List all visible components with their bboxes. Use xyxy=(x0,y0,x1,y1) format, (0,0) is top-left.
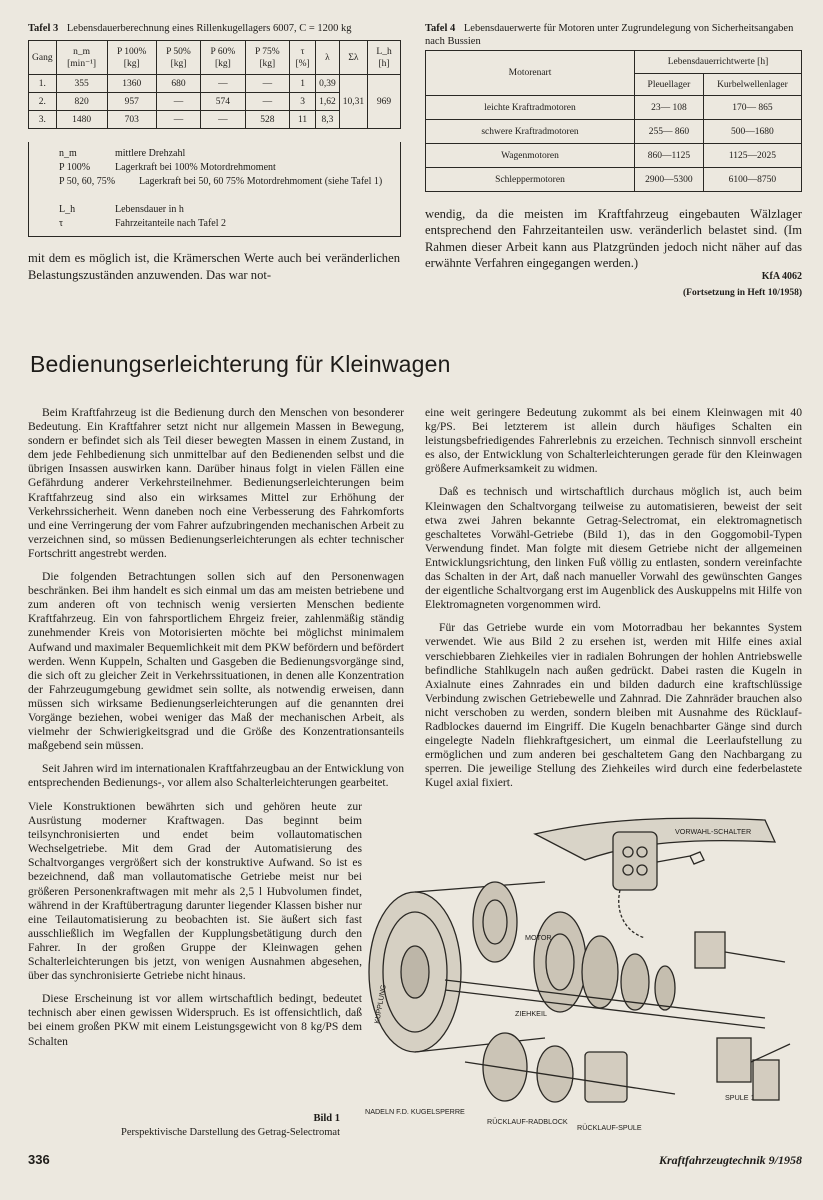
tafel3-header: Σλ xyxy=(339,41,367,75)
tafel3-header: P 50% [kg] xyxy=(156,41,200,75)
left-column xyxy=(28,406,404,790)
tafel3-caption-text: Lebensdauerberechnung eines Rillenkugellagers 6007, C = 1200 kg xyxy=(66,23,352,34)
tafel4-header-group: Lebensdauerrichtwerte [h] xyxy=(635,51,802,74)
legend-symbol: n_m xyxy=(59,148,77,159)
tafel4-table xyxy=(425,50,802,192)
tafel4-header-motor: Motorenart xyxy=(426,51,635,96)
table-row xyxy=(426,120,802,144)
paragraph: Die folgenden Betrachtungen sollen sich auf den Personenwagen beschränken. Bei ihm handelt es sich einmal um das am meisten betriebene und zum anderen oft von technisch wenig versierten Menschen bediente Kraftfahrzeug. Ein von fahrsportlichem Ehrgeiz freier, zahlenmäßig ständig zunehmender Kreis von Motorisierten möchte bei möglichst minimalem Aufwand und maximaler Bequemlichkeit mit dem PKW befördern und befördert werden. Wenn Kuppeln, Schalten und Gasgeben die Bedienungsvorgänge sind, die sich oft zu gleicher Zeit in Verkehrssituationen, in denen alle Konzentration der Fahrzeugumgebung gewidmet sein sollte, als notwendig erweisen, dann müssen sich wirksame Bedienungserleichterungen auf die genannten drei Vorgänge beziehen, wobei weniger das Maß der mechanischen Arbeit, als vielmehr der Schwierigkeitsgrad und die Größe des Konzentrationsanteils maßgebend sein müssen. xyxy=(28,570,404,753)
label-nadeln: NADELN F.D. KUGELSPERRE xyxy=(365,1107,465,1116)
tafel4-header-pleuel: Pleuellager xyxy=(635,74,704,96)
table-cell: 574 xyxy=(201,93,245,111)
table-cell: 8,3 xyxy=(316,111,340,129)
tafel3-table xyxy=(28,40,401,129)
table-row xyxy=(426,144,802,168)
table-cell: 11 xyxy=(290,111,316,129)
journal-footer: Kraftfahrzeugtechnik 9/1958 xyxy=(658,1153,802,1167)
solenoid-1 xyxy=(717,1038,751,1082)
table-cell: 820 xyxy=(56,93,107,111)
table-cell: schwere Kraftradmotoren xyxy=(426,120,635,144)
table-cell: — xyxy=(201,75,245,93)
legend-desc: mittlere Drehzahl xyxy=(115,148,186,159)
tafel3-header: Gang xyxy=(29,41,57,75)
figure-caption xyxy=(60,1112,340,1140)
top-left-text: mit dem es möglich ist, die Krämerschen Werte auch bei veränderlichen Belastungszuständen anzuwenden. Das war not- xyxy=(28,251,400,282)
kfa-code: KfA 4062 xyxy=(761,271,802,282)
table-cell: — xyxy=(245,93,289,111)
figure-label: Bild 1 xyxy=(313,1113,340,1124)
paragraph: eine weit geringere Bedeutung zukommt als bei einem Kleinwagen mit 40 kg/PS. Bei letzterem ist allein durch häufiges Schalten ein leistungsbefriedigendes Fahrerlebnis zu erzeichen. Technisch sinnvoll erscheint es also, der Entwicklung von Schalterleichterungen gerade für den Kleinwagen größere Aufmerksamkeit zu widmen. xyxy=(425,406,802,476)
table-cell: 2900—5300 xyxy=(635,168,704,192)
figure-caption-text: Perspektivische Darstellung des Getrag-Selectromat xyxy=(121,1127,340,1138)
table-cell: 1 xyxy=(290,75,316,93)
reverse-gear-block xyxy=(483,1033,527,1101)
selector-switch-box xyxy=(613,832,657,890)
paragraph: Daß es technisch und wirtschaftlich durchaus möglich ist, auch beim Kleinwagen den Schaltvorgang teilweise zu automatisieren, beweist der seit etwa zwei Jahren bekannte Getrag-Selectromat, ein elektromagnetisch geschaltetes Vorwähl-Getriebe (Bild 1), das in den Goggomobil-Typen Verwendung findet. Man folgte mit diesem Getriebe nicht der allgemeinen Entwicklungsrichtung, den linken Fuß völlig zu entlasten, sondern vereinfachte das Schalten in der Art, daß nach manueller Vorwahl des gewünschten Ganges der eigentliche Schaltvorgang erst im Augenblick des Auskuppelns mit Hilfe von Elektromagneten vorgenommen wird. xyxy=(425,485,802,612)
table-row xyxy=(426,168,802,192)
label-ruecklauf-radblock: RÜCKLAUF-RADBLOCK xyxy=(487,1117,568,1126)
solenoid-2 xyxy=(753,1060,779,1100)
legend-symbol: P 100% xyxy=(59,162,91,173)
legend-item xyxy=(59,218,359,230)
label-spule1: SPULE 1 xyxy=(725,1093,755,1102)
table-cell: 1. xyxy=(29,75,57,93)
paragraph: Viele Konstruktionen bewährten sich und gehören heute zur Ausrüstung moderner Kraftwagen. Das beginnt beim teilsynchronisierten und endet beim vollautomatischen Wechselgetriebe. Mit dem Grad der Automatisierung des Schaltvorganges vergrößert sich der konstruktive Aufwand. So ist es bezeichnend, daß man vollautomatische Getriebe meist nur bei größeren Personenkraftwagen mit mehr als 2,5 l Hubvolumen findet, während in der Kraftübertragung darunter liegender Klassen bisher nur eine Teilautomatisierung zu beobachten ist. Sie äußert sich fast ausschließlich im Wegfallen der Kupplungsbetätigung durch den Fahrer. In der großen Gruppe der Kleinwagen gehen Schalterleichterungen bis jetzt, von wenigen Ausnahmen abgesehen, über das synchronisierte Getriebe nicht hinaus. xyxy=(28,800,362,983)
label-ruecklauf-spule: RÜCKLAUF-SPULE xyxy=(577,1123,642,1132)
legend-symbol: L_h xyxy=(59,204,76,215)
left-column-narrow xyxy=(28,800,362,1049)
tafel3-caption xyxy=(28,22,408,35)
table-cell: 680 xyxy=(156,75,200,93)
paragraph: Beim Kraftfahrzeug ist die Bedienung durch den Menschen von besonderer Bedeutung. Ein Kraftfahrer setzt nicht nur allgemein Massen in Bewegung, sondern er befindet sich als Teil dieser bewegten Massen in einem Zustand, in dem jede Fehlbedienung sich unmittelbar auf den Bedienenden selbst und die übrigen Insassen auswirken kann. Darüber hinaus folgt in vielen Fällen eine Gefährdung anderer Verkehrsteilnehmer. Bedienungserleichterungen beim Kraftfahrzeug sind also ein wirksames Mittel zur Erhöhung der Verkehrssicherheit. Wenn daneben noch eine Verbesserung des Fahrkomforts und eine Verringerung der vom Fahrer aufzubringenden mechanischen Arbeit zu verzeichnen sind, so müssen Bedienungserleichterungen als echter technischer Fortschritt angestrebt werden. xyxy=(28,406,404,560)
label-kupplung: KUPPLUNG xyxy=(372,983,388,1025)
table-cell: 6100—8750 xyxy=(703,168,801,192)
table-cell: 703 xyxy=(107,111,156,129)
tafel3-legend xyxy=(28,142,401,237)
tafel3-lh: 969 xyxy=(368,75,401,129)
solenoid-top xyxy=(695,932,725,968)
table-cell: 1,62 xyxy=(316,93,340,111)
label-motor: MOTOR xyxy=(525,933,552,942)
table-cell: 1125—2025 xyxy=(703,144,801,168)
legend-desc: Lagerkraft bei 50, 60 75% Motordrehmoment (siehe Tafel 1) xyxy=(139,176,383,187)
table-cell: Wagenmotoren xyxy=(426,144,635,168)
table-cell: leichte Kraftradmotoren xyxy=(426,96,635,120)
table-cell: — xyxy=(156,93,200,111)
tafel3-header-row xyxy=(29,41,401,75)
table-cell: 255— 860 xyxy=(635,120,704,144)
tafel3-header: τ [%] xyxy=(290,41,316,75)
legend-desc: Fahrzeitanteile nach Tafel 2 xyxy=(115,218,227,229)
legend-item xyxy=(59,162,389,174)
legend-symbol: P 50, 60, 75% xyxy=(59,176,116,187)
table-cell: Schleppermotoren xyxy=(426,168,635,192)
tafel3-header: n_m [min⁻¹] xyxy=(56,41,107,75)
continuation-note: (Fortsetzung in Heft 10/1958) xyxy=(683,288,802,298)
table-cell: 170— 865 xyxy=(703,96,801,120)
table-row xyxy=(29,75,401,93)
tafel3-header: P 75% [kg] xyxy=(245,41,289,75)
tafel3-header: P 60% [kg] xyxy=(201,41,245,75)
table-cell: 3 xyxy=(290,93,316,111)
tafel4-header-row xyxy=(426,51,802,74)
table-cell: 860—1125 xyxy=(635,144,704,168)
article-title: Bedienungserleichterung für Kleinwagen xyxy=(30,351,451,377)
table-cell: 528 xyxy=(245,111,289,129)
tafel3-header: L_h [h] xyxy=(368,41,401,75)
tafel3-header: P 100% [kg] xyxy=(107,41,156,75)
page-number: 336 xyxy=(28,1152,50,1167)
paragraph: Diese Erscheinung ist vor allem wirtschaftlich bedingt, bedeutet technisch aber einen gewissen Widerspruch. Es ist offensichtlich, daß bei einem großen PKW mit einem Leistungsgewicht von 8 kg/PS dem Schalten xyxy=(28,992,362,1048)
legend-desc: Lebensdauer in h xyxy=(115,204,184,215)
table-cell: 2. xyxy=(29,93,57,111)
tafel4-label: Tafel 4 xyxy=(425,23,456,34)
table-cell: 355 xyxy=(56,75,107,93)
paragraph: Für das Getriebe wurde ein vom Motorradbau her bekanntes System verwendet. Wie aus Bild 2 zu ersehen ist, werden mit Hilfe eines axial verschiebbaren Ziehkeiles vier in radialen Bohrungen der hohlen Antriebswelle befindliche Stahlkugeln nach außen gedrückt. Dabei rasten die Kugeln in Axialnute eines Zahnrades ein und bilden dadurch eine kraftschlüssige Verbindung zwischen Getriebewelle und Zahnrad. Die Zahnräder brauchen also nicht verschoben zu werden, sondern bleiben mit Ausnahme des Rücklauf-Radblockes dauernd im Eingriff. Die Kugeln benachbarter Gänge sind durch eingelegte Nadeln fliehkraftgesichert, um einmal die Leerlaufstellung zu ermöglichen und zum anderen bei geschaltetem Gang den Nachbargang zu sperren. Die jeweilige Stellung des Ziehkeiles wird durch eine federbelastete Kugel axial fixiert. xyxy=(425,621,802,790)
tafel4-caption xyxy=(425,22,805,48)
table-cell: 957 xyxy=(107,93,156,111)
label-ziehkeil: ZIEHKEIL xyxy=(515,1009,547,1018)
tafel4-header-kurbel: Kurbelwellenlager xyxy=(703,74,801,96)
tafel3-label: Tafel 3 xyxy=(28,23,59,34)
table-cell: 3. xyxy=(29,111,57,129)
legend-item xyxy=(59,176,389,188)
table-cell: — xyxy=(156,111,200,129)
table-cell: 23— 108 xyxy=(635,96,704,120)
label-vorwahl: VORWAHL-SCHALTER xyxy=(675,827,752,836)
legend-symbol: τ xyxy=(59,218,64,229)
tafel4-caption-text: Lebensdauerwerte für Motoren unter Zugrundelegung von Sicherheitsangaben nach Bussien xyxy=(425,23,794,47)
tafel3-sum-lambda: 10,31 xyxy=(339,75,367,129)
table-cell: 500—1680 xyxy=(703,120,801,144)
table-cell: — xyxy=(201,111,245,129)
table-cell: 1360 xyxy=(107,75,156,93)
legend-item xyxy=(59,204,359,216)
gear-set xyxy=(473,882,675,1012)
legend-desc: Lagerkraft bei 100% Motordrehmoment xyxy=(115,162,276,173)
table-cell: 0,39 xyxy=(316,75,340,93)
paragraph: Seit Jahren wird im internationalen Kraftfahrzeugbau an der Entwicklung von entsprechenden Bedienungs-, vor allem also Schalterleichterungen gearbeitet. xyxy=(28,762,404,790)
tafel3-header: λ xyxy=(316,41,340,75)
top-right-body: wendig, da die meisten im Kraftfahrzeug eingebauten Wälzlager entsprechend den Fahrzeitanteilen usw. veränderlich belastet sind. (Im Rahmen dieser Arbeit kann aus Platzgründen jedoch nicht näher auf das erwähnte Verfahren eingegangen werden.) xyxy=(425,207,802,271)
selector-lever xyxy=(657,852,704,864)
table-cell: 1480 xyxy=(56,111,107,129)
legend-item xyxy=(59,148,359,160)
right-column xyxy=(425,406,802,790)
table-cell: — xyxy=(245,75,289,93)
selectromat-illustration xyxy=(345,812,805,1144)
table-row xyxy=(426,96,802,120)
reverse-coil xyxy=(585,1052,627,1102)
top-right-text xyxy=(425,206,802,272)
